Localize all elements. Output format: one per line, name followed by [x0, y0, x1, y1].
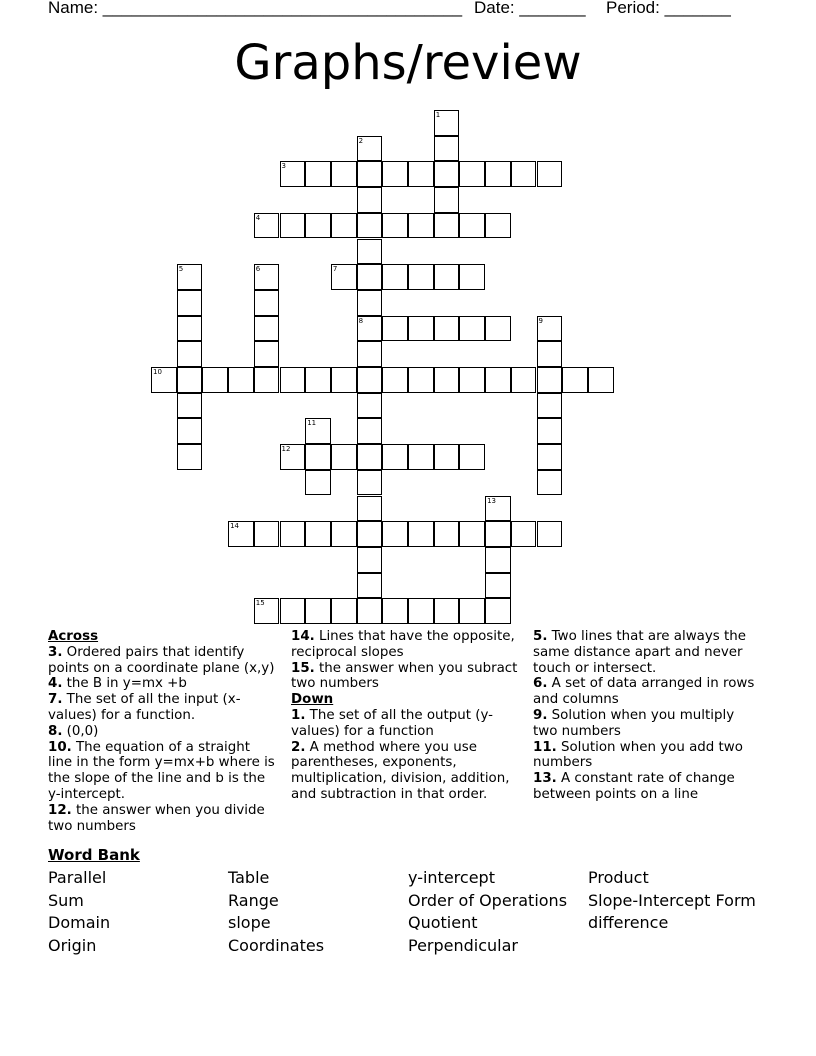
crossword-cell[interactable]: [537, 161, 563, 187]
clue-text: A method where you use parentheses, exponents, multiplication, division, addition, and subtraction in that order.: [291, 739, 510, 802]
across-heading: Across: [48, 629, 99, 644]
crossword-cell[interactable]: [434, 161, 460, 187]
crossword-cell[interactable]: [357, 161, 383, 187]
crossword-cell[interactable]: [305, 444, 331, 470]
crossword-cell[interactable]: [177, 444, 203, 470]
period-field[interactable]: Period: _______: [606, 0, 731, 17]
clue-item: [291, 740, 523, 803]
crossword-cell[interactable]: [305, 161, 331, 187]
word-bank-item: Quotient: [408, 913, 478, 933]
crossword-cell[interactable]: [357, 598, 383, 624]
crossword-cell[interactable]: [357, 573, 383, 599]
clue-number: 5: [178, 265, 184, 274]
clue-item: [533, 708, 758, 740]
clue-number: 10: [153, 368, 162, 376]
crossword-cell[interactable]: [408, 213, 434, 239]
crossword-cell[interactable]: [177, 341, 203, 367]
crossword-cell[interactable]: [280, 521, 306, 547]
clue-text: A set of data arranged in rows and columns: [533, 676, 755, 708]
crossword-cell[interactable]: [305, 598, 331, 624]
clue-number-label: 11.: [533, 739, 557, 755]
word-bank-item: Perpendicular: [408, 935, 519, 955]
crossword-cell[interactable]: [280, 598, 306, 624]
crossword-cell[interactable]: [434, 598, 460, 624]
word-bank-column: [588, 867, 768, 935]
clue-number-label: 9.: [533, 707, 548, 723]
crossword-cell[interactable]: [537, 367, 563, 393]
clue-text: The equation of a straight line in the form y=mx+b where is the slope of the line and b is the y-intercept.: [48, 739, 275, 802]
crossword-cell[interactable]: [485, 547, 511, 573]
word-bank-title: Word Bank: [48, 846, 140, 864]
clues-column-3: [533, 629, 758, 803]
crossword-cell[interactable]: [511, 367, 537, 393]
clue-number-label: 14.: [291, 629, 315, 644]
word-bank-item: Sum: [48, 890, 84, 910]
word-bank-item: Slope-Intercept Form: [588, 890, 756, 910]
clue-number-label: 1.: [291, 707, 306, 723]
word-bank-column: [408, 867, 588, 957]
crossword-cell[interactable]: [305, 521, 331, 547]
crossword-cell[interactable]: [408, 367, 434, 393]
crossword-cell[interactable]: [331, 521, 357, 547]
crossword-cell[interactable]: [331, 213, 357, 239]
clue-number-label: 8.: [48, 723, 63, 739]
clue-number: 14: [230, 522, 240, 531]
crossword-cell[interactable]: [305, 418, 331, 444]
clue-text: (0,0): [62, 723, 99, 739]
clue-number: 12: [281, 445, 291, 454]
crossword-cell[interactable]: [382, 161, 408, 187]
crossword-cell[interactable]: [254, 264, 280, 290]
crossword-cell[interactable]: [537, 470, 563, 496]
crossword-cell[interactable]: [434, 367, 460, 393]
crossword-cell[interactable]: [382, 264, 408, 290]
clue-item: [48, 724, 278, 740]
clue-text: Lines that have the opposite, reciprocal slopes: [291, 629, 515, 660]
crossword-cell[interactable]: [537, 418, 563, 444]
crossword-cell[interactable]: [202, 367, 228, 393]
clue-item: [533, 771, 758, 803]
clue-number: 9: [538, 316, 543, 325]
crossword-cell[interactable]: [331, 264, 357, 290]
crossword-cell[interactable]: [459, 367, 485, 393]
crossword-cell[interactable]: [588, 367, 614, 393]
crossword-cell[interactable]: [408, 316, 434, 342]
clue-number-label: 5.: [533, 629, 548, 644]
clue-item: [533, 629, 758, 676]
clue-text: Two lines that are always the same distance apart and never touch or intersect.: [533, 629, 747, 676]
crossword-cell[interactable]: [537, 444, 563, 470]
crossword-cell[interactable]: [177, 290, 203, 316]
crossword-cell[interactable]: [331, 367, 357, 393]
crossword-cell[interactable]: [177, 316, 203, 342]
crossword-cell[interactable]: [177, 418, 203, 444]
clue-number-label: 6.: [533, 676, 548, 692]
clue-item: [291, 708, 523, 740]
clue-item: [48, 676, 278, 692]
crossword-cell[interactable]: [280, 213, 306, 239]
crossword-cell[interactable]: [357, 418, 383, 444]
crossword-cell[interactable]: [434, 264, 460, 290]
clue-item: [533, 740, 758, 772]
crossword-cell[interactable]: [485, 573, 511, 599]
crossword-cell[interactable]: [459, 316, 485, 342]
word-bank-item: Range: [228, 890, 279, 910]
crossword-cell[interactable]: [357, 496, 383, 522]
crossword-cell[interactable]: [408, 161, 434, 187]
crossword-cell[interactable]: [254, 290, 280, 316]
crossword-cell[interactable]: [459, 213, 485, 239]
word-bank-column: [228, 867, 408, 957]
crossword-cell[interactable]: [280, 444, 306, 470]
crossword-cell[interactable]: [459, 598, 485, 624]
crossword-cell[interactable]: [434, 213, 460, 239]
clue-number: 1: [435, 111, 441, 119]
clue-item: [48, 692, 278, 724]
clue-number: 11: [307, 419, 317, 428]
crossword-cell[interactable]: [537, 341, 563, 367]
clue-number-label: 3.: [48, 644, 63, 660]
crossword-cell[interactable]: [254, 213, 280, 239]
word-bank-column: [48, 867, 228, 957]
crossword-cell[interactable]: [382, 521, 408, 547]
clue-number-label: 12.: [48, 802, 72, 818]
word-bank-item: Product: [588, 868, 649, 887]
clue-text: the answer when you subract two numbers: [291, 660, 518, 692]
clue-text: Solution when you add two numbers: [533, 739, 743, 771]
clue-item: [291, 629, 523, 661]
crossword-cell[interactable]: [408, 444, 434, 470]
crossword-cell[interactable]: [177, 367, 203, 393]
clue-number: 15: [255, 599, 265, 608]
crossword-cell[interactable]: [357, 444, 383, 470]
crossword-cell[interactable]: [357, 316, 383, 342]
word-bank-item: slope: [228, 913, 271, 933]
crossword-cell[interactable]: [331, 444, 357, 470]
crossword-cell[interactable]: [254, 521, 280, 547]
crossword-cell[interactable]: [382, 367, 408, 393]
crossword-cell[interactable]: [434, 316, 460, 342]
word-bank-item: difference: [588, 913, 669, 933]
crossword-cell[interactable]: [305, 213, 331, 239]
crossword-cell[interactable]: [434, 187, 460, 213]
clue-text: the answer when you divide two numbers: [48, 802, 265, 834]
clue-item: [291, 661, 523, 693]
crossword-cell[interactable]: [459, 264, 485, 290]
crossword-cell[interactable]: [511, 161, 537, 187]
crossword-cell[interactable]: [382, 444, 408, 470]
crossword-cell[interactable]: [459, 521, 485, 547]
crossword-cell[interactable]: [485, 367, 511, 393]
crossword-cell[interactable]: [537, 316, 563, 342]
crossword-cell[interactable]: [331, 598, 357, 624]
word-bank-item: Order of Operations: [408, 890, 568, 910]
clue-text: A constant rate of change between points on a line: [533, 771, 735, 802]
clue-number-label: 4.: [48, 676, 63, 692]
clue-item: [533, 676, 758, 708]
clue-text: the B in y=mx +b: [62, 676, 187, 692]
crossword-cell[interactable]: [177, 393, 203, 419]
crossword-cell[interactable]: [331, 161, 357, 187]
crossword-cell[interactable]: [459, 161, 485, 187]
crossword-cell[interactable]: [485, 598, 511, 624]
clue-number: 8: [358, 316, 364, 325]
crossword-cell[interactable]: [434, 521, 460, 547]
clue-number: 7: [332, 265, 338, 274]
crossword-cell[interactable]: [280, 161, 306, 187]
clue-number: 4: [255, 213, 261, 222]
crossword-cell[interactable]: [357, 213, 383, 239]
clue-item: [48, 645, 278, 677]
word-bank-item: Table: [228, 868, 270, 887]
crossword-cell[interactable]: [357, 290, 383, 316]
down-heading: Down: [291, 692, 334, 708]
crossword-cell[interactable]: [357, 136, 383, 162]
crossword-cell[interactable]: [511, 521, 537, 547]
crossword-cell[interactable]: [357, 341, 383, 367]
crossword-cell[interactable]: [434, 110, 460, 136]
clue-text: Ordered pairs that identify points on a coordinate plane (x,y): [48, 644, 275, 676]
clue-number-label: 13.: [533, 771, 557, 787]
crossword-cell[interactable]: [177, 264, 203, 290]
crossword-cell[interactable]: [382, 316, 408, 342]
crossword-cell[interactable]: [280, 367, 306, 393]
clue-number: 2: [358, 136, 364, 145]
clue-number: 6: [255, 265, 261, 274]
crossword-cell[interactable]: [357, 521, 383, 547]
crossword-cell[interactable]: [434, 444, 460, 470]
crossword-cell[interactable]: [485, 161, 511, 187]
crossword-cell[interactable]: [485, 316, 511, 342]
crossword-cell[interactable]: [305, 470, 331, 496]
word-bank-item: Domain: [48, 913, 111, 933]
crossword-cell[interactable]: [434, 136, 460, 162]
crossword-cell[interactable]: [357, 393, 383, 419]
crossword-cell[interactable]: [537, 521, 563, 547]
crossword-cell[interactable]: [357, 367, 383, 393]
crossword-cell[interactable]: [485, 521, 511, 547]
crossword-cell[interactable]: [305, 367, 331, 393]
clue-number: 13: [487, 496, 497, 505]
name-field[interactable]: Name: ______________________________________: [48, 0, 463, 17]
crossword-cell[interactable]: [228, 521, 254, 547]
word-bank-item: Coordinates: [228, 935, 325, 955]
clue-number-label: 15.: [291, 660, 315, 676]
crossword-cell[interactable]: [382, 213, 408, 239]
clue-item: [48, 740, 278, 803]
date-field[interactable]: Date: _______: [474, 0, 586, 17]
crossword-cell[interactable]: [459, 444, 485, 470]
crossword-cell[interactable]: [408, 264, 434, 290]
clue-item: [48, 803, 278, 835]
clue-text: Solution when you multiply two numbers: [533, 707, 735, 739]
clue-number: 3: [281, 162, 286, 171]
crossword-cell[interactable]: [357, 264, 383, 290]
crossword-cell[interactable]: [485, 213, 511, 239]
crossword-cell[interactable]: [254, 341, 280, 367]
crossword-cell[interactable]: [537, 393, 563, 419]
crossword-cell[interactable]: [151, 367, 177, 393]
clues-column-1: [48, 629, 278, 834]
word-bank-item: Parallel: [48, 868, 107, 887]
crossword-cell[interactable]: [357, 470, 383, 496]
clues-column-2: [291, 629, 523, 803]
word-bank-item: Origin: [48, 935, 97, 955]
crossword-cell[interactable]: [562, 367, 588, 393]
crossword-cell[interactable]: [228, 367, 254, 393]
crossword-cell[interactable]: [485, 496, 511, 522]
crossword-cell[interactable]: [408, 521, 434, 547]
crossword-cell[interactable]: [357, 547, 383, 573]
word-bank-item: y-intercept: [408, 868, 495, 887]
clue-text: The set of all the output (y-values) for a function: [291, 707, 494, 739]
crossword-cell[interactable]: [254, 598, 280, 624]
page-title: Graphs/review: [234, 35, 582, 91]
clue-number-label: 10.: [48, 739, 72, 755]
clue-text: The set of all the input (x-values) for a function.: [48, 692, 241, 723]
clue-number-label: 2.: [291, 739, 306, 755]
crossword-cell[interactable]: [357, 239, 383, 265]
crossword-cell[interactable]: [254, 316, 280, 342]
crossword-cell[interactable]: [408, 598, 434, 624]
crossword-cell[interactable]: [382, 598, 408, 624]
clue-number-label: 7.: [48, 692, 63, 708]
crossword-cell[interactable]: [357, 187, 383, 213]
crossword-cell[interactable]: [254, 367, 280, 393]
